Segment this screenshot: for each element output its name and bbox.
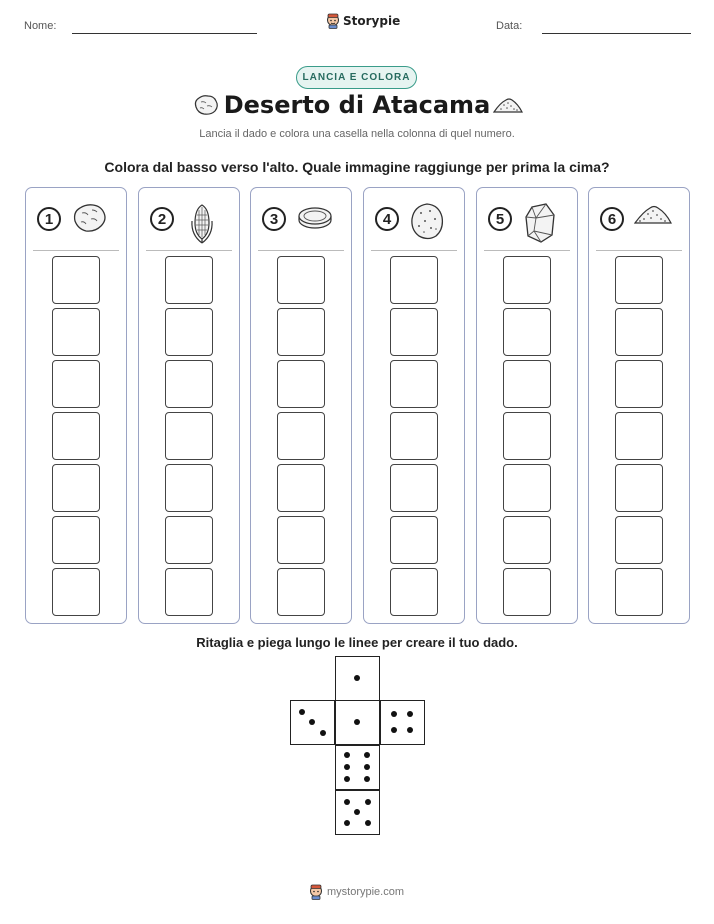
- column-divider: [371, 250, 457, 251]
- color-box[interactable]: [277, 412, 325, 460]
- column-divider: [33, 250, 119, 251]
- color-box[interactable]: [52, 256, 100, 304]
- column-header: [364, 188, 464, 250]
- page-title: Deserto di Atacama: [223, 91, 491, 119]
- column-divider: [258, 250, 344, 251]
- page-subtitle: Lancia il dado e colora una casella nella colonna di quel numero.: [199, 128, 515, 140]
- dice-face-1: [335, 656, 380, 701]
- column-1: [25, 187, 127, 624]
- color-box[interactable]: [390, 360, 438, 408]
- dice-pip: [344, 820, 350, 826]
- color-box[interactable]: [165, 464, 213, 512]
- dice-pip: [344, 764, 350, 770]
- color-box[interactable]: [503, 464, 551, 512]
- color-box[interactable]: [615, 412, 663, 460]
- column-header: [251, 188, 351, 250]
- color-box[interactable]: [52, 568, 100, 616]
- column-5: [476, 187, 578, 624]
- color-box[interactable]: [390, 464, 438, 512]
- color-box[interactable]: [390, 256, 438, 304]
- potato-icon: [408, 201, 446, 246]
- mascot-icon: [309, 884, 323, 900]
- dice-pip: [320, 730, 326, 736]
- color-box[interactable]: [390, 308, 438, 356]
- color-box[interactable]: [615, 568, 663, 616]
- dice-net[interactable]: [290, 656, 425, 835]
- dice-pip: [407, 711, 413, 717]
- dice-pip: [365, 799, 371, 805]
- color-box[interactable]: [503, 256, 551, 304]
- color-box[interactable]: [390, 516, 438, 564]
- color-box[interactable]: [52, 516, 100, 564]
- dice-pip: [391, 711, 397, 717]
- dice-face-1: [335, 700, 380, 745]
- dice-instruction: Ritaglia e piega lungo le linee per creare il tuo dado.: [196, 635, 518, 650]
- dice-pip: [391, 727, 397, 733]
- color-box[interactable]: [615, 516, 663, 564]
- color-box[interactable]: [503, 568, 551, 616]
- column-divider: [596, 250, 682, 251]
- dice-face-5: [335, 790, 380, 835]
- date-line[interactable]: [542, 33, 691, 34]
- column-number: 4: [375, 207, 399, 231]
- color-box[interactable]: [165, 516, 213, 564]
- mascot-icon: [326, 13, 340, 29]
- dice-pip: [299, 709, 305, 715]
- column-divider: [484, 250, 570, 251]
- column-divider: [146, 250, 232, 251]
- dice-face-6: [335, 745, 380, 790]
- column-2: [138, 187, 240, 624]
- name-label: Nome:: [24, 20, 57, 32]
- brand-logo: [326, 13, 400, 29]
- dice-face-4: [380, 700, 425, 745]
- column-header: [26, 188, 126, 250]
- color-box[interactable]: [615, 308, 663, 356]
- rock-icon: [70, 201, 108, 240]
- coin-icon: [295, 201, 335, 238]
- column-number: 6: [600, 207, 624, 231]
- sand-pile-icon: [492, 95, 524, 115]
- dice-pip: [365, 820, 371, 826]
- color-box[interactable]: [277, 256, 325, 304]
- dice-face-3: [290, 700, 335, 745]
- color-box[interactable]: [165, 412, 213, 460]
- dice-pip: [344, 752, 350, 758]
- dice-pip: [344, 776, 350, 782]
- footer: [309, 884, 404, 900]
- color-box[interactable]: [615, 360, 663, 408]
- color-box[interactable]: [503, 360, 551, 408]
- color-box[interactable]: [615, 256, 663, 304]
- color-box[interactable]: [52, 360, 100, 408]
- color-box[interactable]: [277, 516, 325, 564]
- color-box[interactable]: [165, 568, 213, 616]
- color-box[interactable]: [165, 360, 213, 408]
- date-label: Data:: [496, 20, 523, 32]
- sand-pile-icon: [633, 201, 673, 232]
- color-box[interactable]: [503, 516, 551, 564]
- color-box[interactable]: [52, 412, 100, 460]
- column-number: 2: [150, 207, 174, 231]
- dice-pip: [364, 776, 370, 782]
- color-box[interactable]: [277, 308, 325, 356]
- brand-name: Storypie: [343, 14, 401, 28]
- column-number: 1: [37, 207, 61, 231]
- footer-url[interactable]: mystorypie.com: [327, 886, 405, 898]
- activity-badge: LANCIA E COLORA: [296, 66, 417, 89]
- instruction-text: Colora dal basso verso l'alto. Quale immagine raggiunge per prima la cima?: [104, 159, 610, 175]
- color-box[interactable]: [52, 308, 100, 356]
- name-line[interactable]: [72, 33, 257, 34]
- color-box[interactable]: [503, 412, 551, 460]
- color-box[interactable]: [52, 464, 100, 512]
- column-number: 5: [488, 207, 512, 231]
- dice-pip: [309, 719, 315, 725]
- column-3: [250, 187, 352, 624]
- dice-pip: [364, 752, 370, 758]
- column-header: [139, 188, 239, 250]
- color-box[interactable]: [277, 568, 325, 616]
- dice-pip: [354, 809, 360, 815]
- dice-pip: [354, 675, 360, 681]
- dice-pip: [407, 727, 413, 733]
- color-box[interactable]: [503, 308, 551, 356]
- color-box[interactable]: [390, 412, 438, 460]
- dice-pip: [364, 764, 370, 770]
- column-number: 3: [262, 207, 286, 231]
- column-header: [477, 188, 577, 250]
- column-4: [363, 187, 465, 624]
- color-box[interactable]: [165, 256, 213, 304]
- crystal-icon: [521, 201, 559, 250]
- color-box[interactable]: [615, 464, 663, 512]
- color-box[interactable]: [165, 308, 213, 356]
- color-box[interactable]: [390, 568, 438, 616]
- column-6: [588, 187, 690, 624]
- color-box[interactable]: [277, 360, 325, 408]
- dice-pip: [354, 719, 360, 725]
- column-header: [589, 188, 689, 250]
- color-box[interactable]: [277, 464, 325, 512]
- corn-icon: [183, 201, 221, 250]
- dice-pip: [344, 799, 350, 805]
